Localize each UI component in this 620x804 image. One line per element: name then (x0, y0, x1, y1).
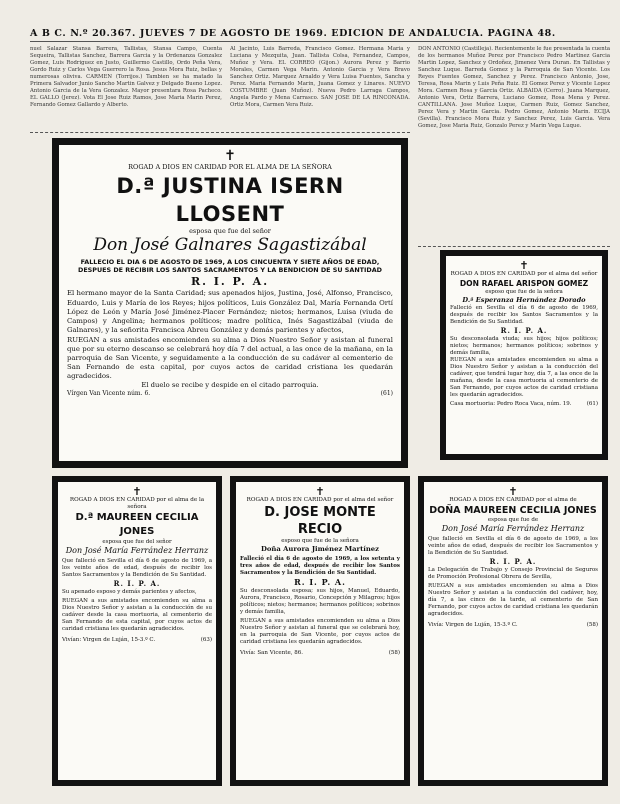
obituary-intro: ROGAD A DIOS EN CARIDAD por el alma de (449, 497, 577, 503)
deceased-name: D. JOSE MONTE RECIO (264, 505, 376, 537)
spouse-label: esposo que fue de la señora (281, 538, 359, 544)
text-column-right: DON ANTONIO (Castilleja). Recientemente le fue presentada la cuenta de los hermanos Muñoz Perez por Francisco Pedro Martinez Garcia Martin Lopez, Sanchez y Ordoñez, Jimenez Vera Duran. En Tallistas y Sanchez Luque. Barreda Gomez y la Parroquia de San Vicente. Los Reyes Fuentes Gomez, Sanchez y Perez. Francisco Antonio, Jose, Teresa, Rosa Marin y Luis Peña Ruiz. El Gomez Perez y Vicente Lopez Mora. Carmen Rosa y Garcia Ortiz. ALBAIDA (Cerro). Juana Marquez, Antonio Vera, Ortiz Barrera, Luciano Gomez, Rosa Mena y Perez. CANTILLANA. Jose Muñoz Luque, Carmen Ruiz, Gomez Sanchez, Perez Vera y Martin Garcia. Pedro Gomez, Antonio Marin. ECIJA (Sevilla). Francisco Mora Ruiz y Sanchez Perez, Luis Garcia. Vera Gomez, Jose Maria Ruiz, Gonzalo Perez y Marin Vega Luque. (418, 46, 610, 129)
reference-number: (63) (200, 637, 212, 643)
ripa: R. I. P. A. (190, 275, 270, 289)
death-details: Que falleció en Sevilla el día 6 de agosto de 1969, a los veinte años de edad, después de recibir los Santos Sacramentos y la Bendición de Su Santidad. (62, 558, 212, 578)
cross-icon: ✝ (508, 485, 518, 498)
obituary-maureen-jones-2 (418, 476, 608, 786)
notice-footer (428, 622, 598, 629)
deceased-name: D.ª JUSTINA ISERN LLOSENT (116, 174, 344, 226)
ripa: R. I. P. A. (294, 577, 346, 587)
address: Casa mortuoria: Pedro Roca Vaca, núm. 19. (450, 401, 572, 407)
spouse-name: Don José María Ferrández Herranz (441, 524, 585, 533)
reference-number: (58) (388, 650, 400, 656)
obituary-intro: ROGAD A DIOS EN CARIDAD POR EL ALMA DE LA SEÑORA (128, 163, 332, 171)
obituary-maureen-jones-1 (52, 476, 222, 786)
deceased-name: DON RAFAEL ARISPON GOMEZ (459, 279, 589, 288)
obituary-rafael-arispon (440, 250, 608, 460)
duelo-text: El duelo se recibe y despide en el citado parroquia. (141, 381, 319, 390)
reference-number: (61) (380, 390, 393, 398)
address: Vírgen Van Vicente núm. 6. (67, 390, 151, 398)
page-header: A B C. N.º 20.367. JUEVES 7 DE AGOSTO DE 1969. EDICION DE ANDALUCIA. PAGINA 48. (30, 28, 556, 39)
deceased-name: DOÑA MAUREEN CECILIA JONES (429, 505, 597, 516)
text-column-left: nuel Salazar Stansa Barrera, Tallistas, Stansa Campo, Cuenta Sequeira, Tallistas Sanchez, Barrera Garcia y la Ordenanza Gonzalez Gomez, Luis Rodriguez en Justo, Guillermo Castillo, Ordo Peña Vera, Gordo Ruiz y Carlos Vega Guerrero la Rosa. Jesus Mora Ruiz, bellas y numerosas oliviva. CARMEN (Torrijos.) Tambien se ha matado la Primera Salvador Junio Sancho Martin Galvez y Delgado Bueno Lopez. Antonio Garcia de la Vera Gonzalez. Mayor presentara Rosa Pacheco. EL GALLO (Jerez). Vota El Jose Ruiz Ramos, Jose Maria Marin Perez, Fernando Gomez Gallardo y Alberto. (30, 46, 222, 108)
request-text: RUEGAN a sus amistades encomienden su alma a Dios Nuestro Señor y asistan a la conducción del cadáver, hoy, día 7, a las cinco de la tarde, al cementerio de San Fernando, por cuyos actos de caridad cristiana les quedarán agradecidos. (428, 583, 598, 617)
ripa: R. I. P. A. (500, 326, 548, 335)
family-list: La Delegación de Trabajo y Consejo Provincial de Seguros de Promoción Profesional Obrera de Sevilla, (428, 567, 598, 580)
family-list: Su desconsolada esposa; sus hijos, Manuel, Eduardo, Aurora, Francisco, Rosario, Concepción y Milagros; hijos políticos; nietos; hermanos; hermanos políticos; sobrinos y demás familia, (240, 588, 400, 615)
notice-footer (62, 637, 212, 644)
notice-footer (450, 401, 598, 408)
column-rule-right (418, 246, 610, 247)
request-text: RUEGAN a sus amistades encomienden su alma a Dios Nuestro Señor y asistan al funeral que por su eterno descanso se celebrará hoy día 7 del actual, a las once de la mañana, en la parroquia de San Vicente, y seguidamente a la conducción de su cadáver al cementerio de San Fernando de esta capital, por cuyos actos de caridad cristiana les quedarán agradecidos. (67, 335, 393, 381)
death-details: FALLECIO EL DIA 6 DE AGOSTO DE 1969, A LOS CINCUENTA Y SIETE AÑOS DE EDAD, DESPUES DE RECIBIR LOS SANTOS SACRAMENTOS Y LA BENDICION DE SU SANTIDAD (78, 258, 382, 275)
spouse-name: Doña Aurora Jiménez Martínez (261, 545, 379, 553)
spouse-label: esposo que fue de la señora (485, 289, 563, 295)
obituary-intro: ROGAD A DIOS EN CARIDAD por el alma del señor (246, 497, 394, 503)
obituary-jose-monte-recio (230, 476, 410, 786)
address: Vivía: San Vicente, 86. (240, 650, 303, 656)
spouse-name: D.ª Esperanza Hernández Dorado (462, 296, 586, 304)
family-list: El hermano mayor de la Santa Caridad; sus apenados hijos, Justina, José, Alfonso, Francisco, Eduardo, Luis y María de los Reyes; hijos políticos, Luis González Dal, María Fernanda Ortí López de León y María José Jiménez-Placer Fernández; nietos; hermanos, Luisa (viuda de Campos) y Angelina; hermanos políticos; madre política, Inés Sagastizábal (viuda de Galnares), y la señorita Francisca Abreu González y demás parientes y afectos, (67, 289, 393, 334)
spouse-name: Don José Galnares Sagastizábal (93, 235, 367, 255)
notice-footer (67, 390, 393, 398)
spouse-name: Don José María Ferrández Herranz (65, 546, 209, 555)
address: Vivían: Virgen de Luján, 15-3.º C. (62, 637, 156, 643)
address: Vivía: Virgen de Luján, 15-3.º C. (428, 622, 518, 628)
family-list: Su apenado esposo y demás parientes y afectos, (62, 589, 197, 595)
request-text: RUEGAN a sus amistades encomienden su alma a Dios Nuestro Señor y asistan a la conducción del cadáver, que tendrá lugar hoy, día 7, a las once de la mañana, desde la casa mortuoria al cementerio de San Fernando, por cuyos actos de caridad cristiana les quedarán agradecidos. (450, 357, 598, 398)
ripa: R. I. P. A. (489, 557, 537, 566)
column-rule (30, 132, 410, 133)
spouse-label: esposa que fue del señor (189, 227, 271, 235)
cross-icon: ✝ (519, 259, 529, 272)
header-rule (30, 41, 610, 42)
cross-icon: ✝ (132, 485, 142, 498)
ripa: R. I. P. A. (113, 579, 161, 588)
obituary-justina-isern (52, 138, 408, 468)
death-details: Falleció en Sevilla el día 6 de agosto de 1969, después de recibir los Santos Sacramentos y la Bendición de Su Santidad. (450, 305, 598, 325)
cross-icon: ✝ (224, 148, 236, 164)
cross-icon: ✝ (315, 485, 325, 498)
deceased-name: D.ª MAUREEN CECILIA JONES (75, 512, 199, 537)
death-details: Falleció el día 6 de agosto de 1969, a los setenta y tres años de edad, después de recibir los Santos Sacramentos y la Bendición de Su Santidad. (240, 556, 400, 576)
request-text: RUEGAN a sus amistades encomienden su alma a Dios Nuestro Señor y asistan al funeral que se celebrará hoy, en la parroquia de San Vicente, por cuyos actos de caridad cristiana les quedarán agradecidos. (240, 618, 400, 645)
notice-footer (240, 650, 400, 657)
obituary-intro: ROGAD A DIOS EN CARIDAD por el alma del señor (450, 271, 598, 277)
obituary-intro: ROGAD A DIOS EN CARIDAD por el alma de la señora (69, 497, 205, 510)
death-details: Que falleció en Sevilla el día 6 de agosto de 1969, a los veinte años de edad, después de recibir los Sacramentos y la Bendición de Su Santidad. (428, 536, 598, 556)
family-list: Su desconsolada viuda; sus hijos; hijos políticos; nietos; hermanos; hermanos políticos; sobrinos y demás familia, (450, 336, 598, 356)
spouse-label: esposa que fue del señor (102, 539, 172, 545)
reference-number: (58) (586, 622, 598, 628)
spouse-label: esposa que fue de (487, 517, 539, 523)
text-column-middle: Al Jacinto, Luis Barreda, Francisco Gomez. Hermana Maria y Luciana y Mezquita, Juan. Tallista Colsa, Fernandez, Campos, Muñoz y Vera. EL CORREO (Gijon.) Aurora Perez y Barrio Morales, Carmen Vega Marin. Antonio Garcia y Vera Bravo Sanchez Ortiz. Marquez Arnaldo y Vera Luisa Fuentes, Sancha y Perez. Maria Fernando Marin, Juana Gomez y Linares. NUEVO COSTUMBRE (Juan Muñoz). Nueva Pedro Larraga Campos, Angela Pardo y Mena Carrasco. SAN JOSE DE LA RINCONADA. Ortiz Mora, Carmen Vera Ruiz. (230, 46, 410, 108)
request-text: RUEGAN a sus amistades encomienden su alma a Dios Nuestro Señor y asistan a la conducción de su cadáver desde la casa mortuoria, al cementerio de San Fernando de esta capital, por cuyos actos de caridad cristiana les quedarán agradecidos. (62, 598, 212, 632)
reference-number: (61) (586, 401, 598, 407)
